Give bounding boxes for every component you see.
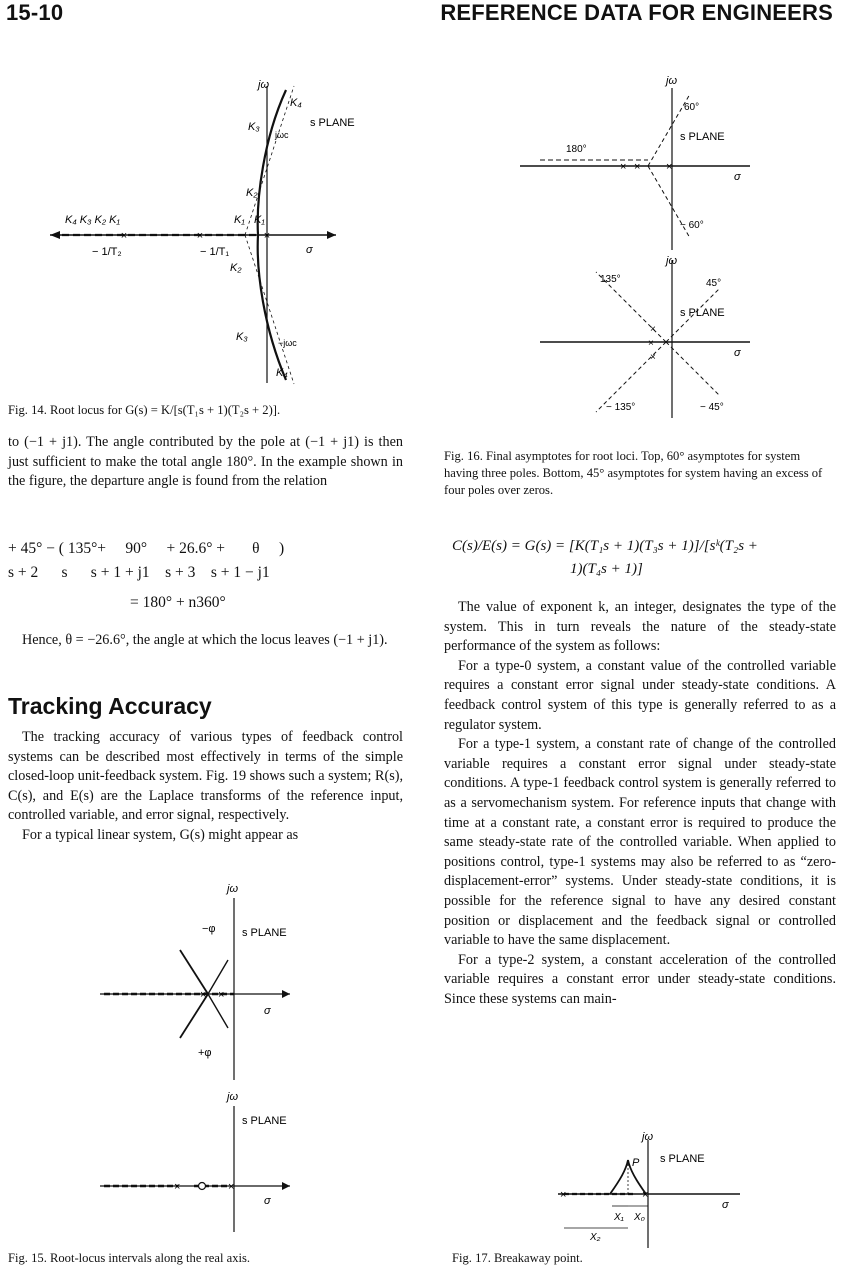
fig16-top-pole-x1: × (620, 161, 627, 173)
fig15-top-jw-label: jω (227, 883, 239, 895)
fig17-x0-label: X₀ (634, 1212, 645, 1223)
fig16-bottom-plane-label: s PLANE (680, 307, 725, 319)
fig14-lower-branch (258, 235, 286, 380)
fig17-x1-label: X₁ (614, 1212, 624, 1223)
fig14-k4-bot-label: K₄ (276, 367, 288, 379)
left-column-para3 (8, 728, 403, 846)
departure-angle-paragraph: to (−1 + j1). The angle contributed by the pole at (−1 + j1) is then just sufficient to make the total angle 180°. In the example shown in the figure, the departure angle is found from the relation (8, 434, 403, 490)
fig14-k1b-label: K₁ (254, 214, 265, 226)
fig14-left-k-row: K₄ K₃ K₂ K₁ (65, 214, 120, 226)
fig16-bottom-135-label: 135° (600, 274, 621, 285)
fig16-top-180-label: 180° (566, 144, 587, 155)
fig14-k4-top-label: K₄ (290, 97, 302, 109)
fig16-bottom-neg135-label: − 135° (606, 402, 636, 413)
fig14-caption: Fig. 14. Root locus for G(s) = K/[s(T₁s + 1)(T₂s + 2)]. (8, 403, 281, 417)
fig15-bottom-plane-label: s PLANE (242, 1115, 287, 1127)
fig16-bottom-sigma-label: σ (734, 347, 741, 359)
fig15-top-chevron-upper (180, 950, 208, 994)
left-column-para1 (8, 433, 403, 492)
fig15-bottom-pole-x2: × (228, 1181, 235, 1193)
fig15-bottom-sigma-label: σ (264, 1195, 271, 1207)
fig15-bottom-pole-x1: × (174, 1181, 181, 1193)
fig16-top-pole-x2: × (634, 161, 641, 173)
fig16-top-plane-label: s PLANE (680, 131, 725, 143)
running-title: REFERENCE DATA FOR ENGINEERS (440, 0, 833, 25)
fig15-top-sigma-arrow-icon (282, 990, 290, 998)
exponent-k-paragraph: The value of exponent k, an integer, designates the type of the system. This in turn reveals the nature of the steady-state performance of the system as follows: (444, 599, 836, 655)
fig16-top-pole-x3: × (666, 161, 673, 173)
fig17-pole-x1: × (560, 1189, 567, 1201)
fig16-top-60-label: 60° (684, 102, 700, 113)
fig15-top-plane-label: s PLANE (242, 927, 287, 939)
fig14-k2-bot-label: K₂ (230, 262, 242, 274)
fig15-root-locus-intervals-diagram (90, 880, 320, 1240)
fig14-k3-top-label: K₃ (248, 121, 260, 133)
fig14-plane-label: s PLANE (310, 117, 355, 129)
fig17-x2-label: X₂ (590, 1232, 601, 1243)
fig16-caption: Fig. 16. Final asymptotes for root loci. Top, 60° asymptotes for system having three poles. Bottom, 45° asymptotes for system having an excess of four poles over zeros. (444, 449, 823, 497)
fig14-k1-label: K₁ (234, 214, 245, 226)
fig16-bottom-neg45-label: − 45° (700, 402, 724, 413)
fig14-wc-label: jωc (275, 130, 289, 140)
left-column-para2 (8, 631, 403, 651)
fig16-top-jw-label: jω (666, 75, 678, 87)
fig14-neg-inv-t2: − 1/T₂ (92, 246, 122, 258)
departure-angle-equation-line2: s + 2 s s + 1 + j1 s + 3 s + 1 − j1 (8, 564, 270, 581)
fig14-root-locus-diagram (50, 78, 380, 388)
type0-paragraph: For a type-0 system, a constant value of the controlled variable requires a constant error signal under steady-state conditions. A feedback control system of this type is generally referred to as a regulator system. (444, 657, 836, 733)
tracking-accuracy-paragraph: The tracking accuracy of various types of feedback control systems can be described most effectively in terms of the simple closed-loop unit-feedback system. Fig. 19 shows such a system; R(s), C(s), and E(s) are the Laplace transforms of the reference input, controlled variable, and error signal, respectively. (8, 729, 403, 824)
fig16-bottom-45-label: 45° (706, 278, 722, 289)
fig16-bottom-pole-x1: × (650, 324, 656, 335)
fig15-bottom-zero (199, 1183, 206, 1190)
fig14-lower-asymptote (245, 235, 294, 384)
type1-paragraph: For a type-1 system, a constant rate of change of the controlled variable requires a constant error signal under steady-state conditions. A type-1 feedback control system is generally referred to as a servomechanism system. For reference inputs that change with time at a constant rate, a constant error is required to produce the same steady-state rate of the controlled variable. When applied to positions control, type-1 systems may also be referred to as “zero-displacement-error” systems. Under steady-state conditions, it is possible for the reference signal to have any desired constant position or displacement and the feedback signal or controlled variable to have the same displacement. (444, 736, 836, 949)
right-column-text (444, 598, 836, 1009)
fig14-sigma-label: σ (306, 244, 313, 256)
fig17-sigma-label: σ (722, 1199, 729, 1211)
typical-linear-system-paragraph: For a typical linear system, G(s) might appear as (22, 826, 299, 843)
fig17-plane-label: s PLANE (660, 1153, 705, 1165)
fig17-breakaway-point-diagram (550, 1130, 750, 1250)
fig17-jw-label: jω (642, 1131, 654, 1143)
fig16-bottom-jw-label: jω (666, 255, 678, 267)
fig14-jw-label: jω (258, 79, 270, 91)
fig14-neg-wc-label: −jωc (278, 338, 297, 348)
fig15-top-pos-phi-label: +φ (198, 1047, 212, 1059)
hence-theta-paragraph: Hence, θ = −26.6°, the angle at which the locus leaves (−1 + j1). (22, 632, 388, 648)
fig15-top-sigma-label: σ (264, 1005, 271, 1017)
fig14-k2-top-label: K₂ (246, 187, 258, 199)
fig17-p-label: P (632, 1157, 640, 1169)
fig14-pole-x3: × (263, 230, 271, 242)
departure-angle-equation-line3: = 180° + n360° (130, 594, 226, 611)
fig15-top-neg-phi-label: −φ (202, 923, 216, 935)
fig15-top-pole-x1: × (200, 989, 207, 1001)
fig15-caption: Fig. 15. Root-locus intervals along the real axis. (8, 1251, 251, 1265)
fig14-sigma-arrow-icon (327, 231, 336, 239)
fig16-top-sigma-label: σ (734, 171, 741, 183)
section-heading-tracking-accuracy: Tracking Accuracy (8, 693, 212, 719)
fig14-k3-bot-label: K₃ (236, 331, 248, 343)
fig14-upper-asymptote (245, 86, 294, 235)
fig16-bottom-pole-x3: × (650, 352, 656, 363)
transfer-function-equation-line1: C(s)/E(s) = G(s) = [K(T₁s + 1)(T₃s + 1)]/[sᵏ(T₂s + (452, 538, 758, 554)
fig17-caption: Fig. 17. Breakaway point. (452, 1251, 583, 1265)
fig15-bottom-jw-label: jω (227, 1091, 239, 1103)
page-number: 15-10 (6, 0, 64, 25)
fig14-pole-x1: × (120, 230, 128, 242)
fig14-pole-x2: × (196, 230, 204, 242)
type2-paragraph: For a type-2 system, a constant acceleration of the controlled variable requires a constant error under steady-state conditions. Since these systems can main- (444, 951, 836, 1007)
fig16-bottom-asym-lr (666, 342, 720, 396)
departure-angle-equation-line1: + 45° − ( 135°+ 90° + 26.6° + θ ) (8, 540, 285, 557)
fig14-neg-inv-t1: − 1/T₁ (200, 246, 230, 258)
fig15-top-pole-x2: × (218, 989, 225, 1001)
fig14-left-arrow-icon (50, 231, 60, 239)
transfer-function-equation-line2: 1)(T₄s + 1)] (570, 561, 643, 577)
fig15-bottom-sigma-arrow-icon (282, 1182, 290, 1190)
fig16-top-neg60-label: − 60° (680, 220, 704, 231)
fig16-final-asymptotes-diagram (520, 70, 770, 420)
fig17-pole-x2: × (642, 1189, 649, 1201)
fig16-bottom-pole-x2: × (648, 338, 654, 349)
